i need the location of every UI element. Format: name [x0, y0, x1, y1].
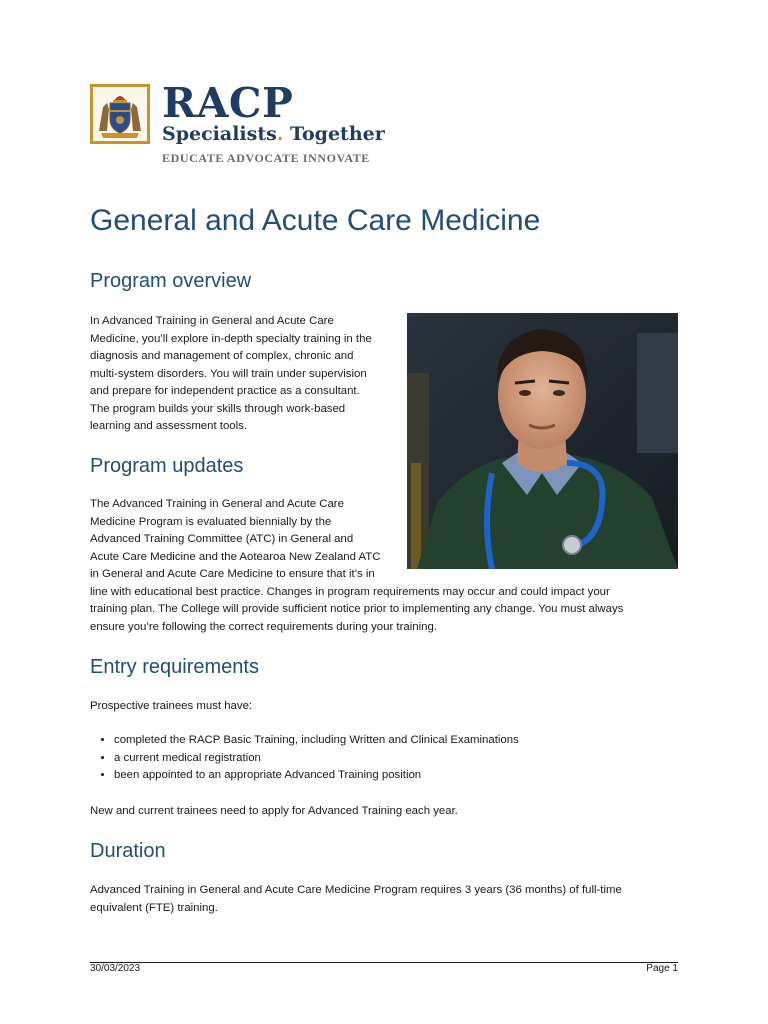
- section-heading-entry: Entry requirements: [90, 656, 259, 678]
- text-line: line with educational best practice. Changes in program requirements may occur and could impact your: [90, 585, 610, 598]
- logo-tagline: [162, 122, 385, 146]
- text-line: training plan. The College will provide sufficient notice prior to implementing any change. You must always: [90, 603, 624, 615]
- entry-note: New and current trainees need to apply for Advanced Training each year.: [90, 805, 458, 817]
- footer-divider: [90, 962, 678, 963]
- coat-of-arms-icon: [90, 84, 150, 144]
- text-line: ensure you’re following the correct requirements during your training.: [90, 620, 437, 633]
- text-line: in General and Acute Care Medicine to ensure that it’s in: [90, 568, 375, 580]
- text-line: Advanced Training in General and Acute Care Medicine Program requires 3 years (36 months) of full-time: [90, 884, 622, 896]
- text-line: Acute Care Medicine and the Aotearoa New Zealand ATC: [90, 550, 381, 563]
- text-line: The Advanced Training in General and Acute Care: [90, 498, 344, 510]
- list-item: • completed the RACP Basic Training, including Written and Clinical Examinations: [114, 732, 674, 750]
- text-line: equivalent (FTE) training.: [90, 901, 218, 914]
- duration-paragraph: [90, 882, 678, 917]
- text-line: In Advanced Training in General and Acute Care: [90, 315, 334, 327]
- page-title: General and Acute Care Medicine: [90, 204, 541, 237]
- footer-date: 30/03/2023: [90, 963, 141, 974]
- footer-page-number: Page 1: [646, 963, 678, 974]
- list-item: • a current medical registration: [114, 750, 674, 768]
- entry-intro: Prospective trainees must have:: [90, 700, 253, 712]
- racp-logo: [90, 79, 390, 168]
- overview-paragraph: [90, 313, 372, 436]
- text-line: multi-system disorders. You will train under supervision: [90, 367, 367, 380]
- text-line: diagnosis and management of complex, chronic and: [90, 350, 354, 362]
- tagline-word: Specialists: [162, 123, 277, 145]
- logo-motto: EDUCATE ADVOCATE INNOVATE: [162, 151, 370, 165]
- text-line: The program builds your skills through work-based: [90, 402, 346, 415]
- text-line: and prepare for independent practice as a consultant.: [90, 385, 360, 397]
- section-heading-updates: Program updates: [90, 455, 244, 477]
- text-line: learning and assessment tools.: [90, 420, 248, 432]
- text-line: Medicine Program is evaluated biennially by the: [90, 515, 332, 528]
- section-heading-overview: Program overview: [90, 270, 252, 292]
- text-line: Medicine, you’ll explore in-depth specialty training in the: [90, 332, 372, 345]
- entry-requirements-list: [90, 732, 674, 785]
- updates-paragraph: [90, 496, 678, 636]
- logo-wordmark: RACP: [162, 79, 294, 127]
- tagline-rest: Together: [283, 123, 385, 145]
- tagline-dot: .: [276, 123, 284, 145]
- text-line: Advanced Training Committee (ATC) in General and: [90, 533, 354, 545]
- list-item: • been appointed to an appropriate Advanced Training position: [114, 767, 674, 785]
- section-heading-duration: Duration: [90, 840, 166, 862]
